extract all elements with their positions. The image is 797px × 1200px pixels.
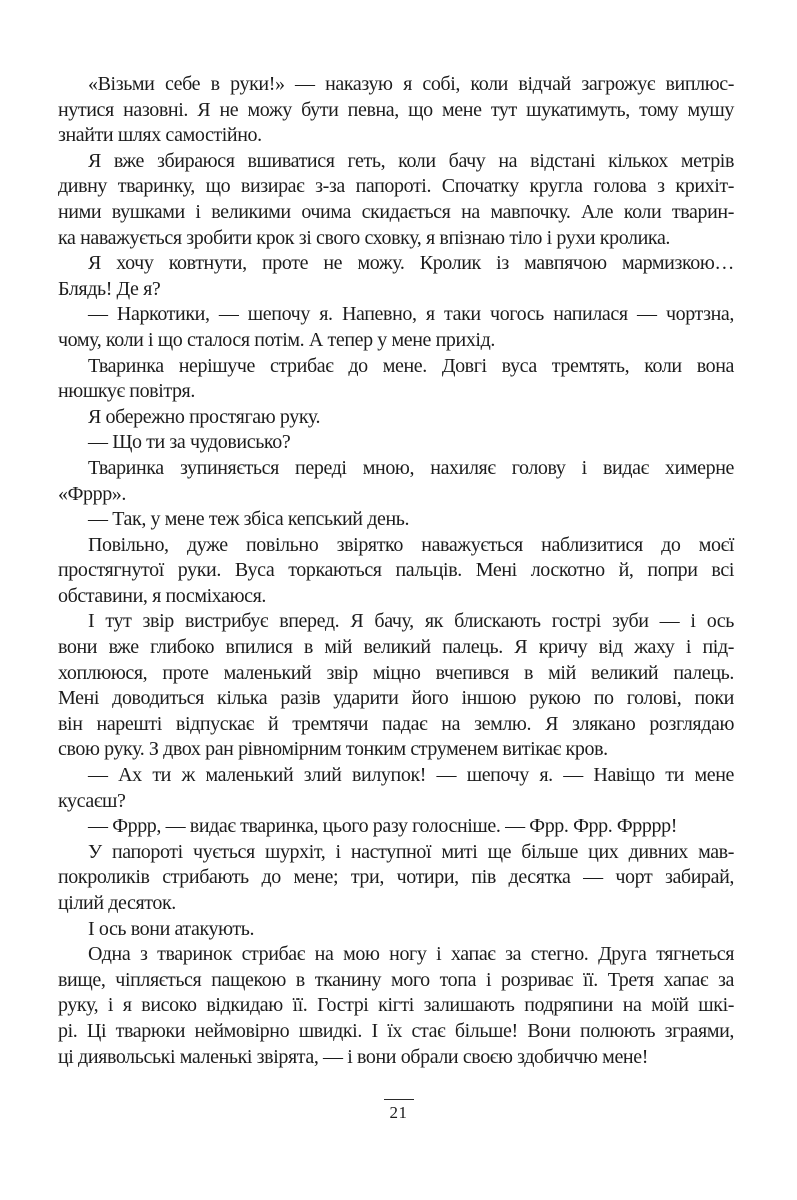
- text-line: І тут звір вистрибує вперед. Я бачу, як блискають гострі зуби — і ось: [88, 610, 734, 633]
- text-line: цілий десяток.: [58, 892, 176, 914]
- text-line: рі. Ці тварюки неймовірно швидкі. І їх стає більше! Вони полюють зграями,: [58, 1019, 734, 1042]
- text-line: — Що ти за чудовисько?: [88, 431, 291, 454]
- text-line: обставини, я посміхаюся.: [58, 584, 266, 607]
- text-line: він нарешті відпускає й тремтячи падає на землю. Я злякано розглядаю: [58, 712, 734, 735]
- text-line: У папороті чується шурхіт, і наступної миті ще більше цих дивних мав-: [88, 840, 734, 863]
- text-block: [58, 72, 734, 1070]
- page-footer: [0, 1099, 797, 1123]
- text-line: знайти шлях самостійно.: [58, 124, 262, 147]
- text-line: — Наркотики, — шепочу я. Напевно, я таки чогось напилася — чортзна,: [88, 303, 734, 326]
- text-line: ка наважується зробити крок зі свого сховку, я впізнаю тіло і рухи кролика.: [58, 226, 671, 249]
- text-line: — Так, у мене теж збіса кепський день.: [88, 508, 410, 531]
- text-line: «Візьми себе в руки!» — наказую я собі, коли відчай загрожує виплюс-: [88, 73, 734, 95]
- text-line: Блядь! Де я?: [58, 277, 161, 300]
- text-line: І ось вони атакують.: [88, 917, 255, 940]
- text-line: Я обережно простягаю руку.: [88, 405, 321, 428]
- text-line: нюшкує повітря.: [58, 380, 195, 403]
- text-line: — Фррр, — видає тваринка, цього разу голосніше. — Фрр. Фрр. Фрррр!: [88, 815, 677, 838]
- text-line: руку, і я високо відкидаю її. Гострі кігті залишають подряпини на моїй шкі-: [58, 994, 734, 1017]
- text-line: Тваринка зупиняється переді мною, нахиляє голову і видає химерне: [88, 456, 734, 479]
- text-line: свою руку. З двох ран рівномірним тонким струменем витікає кров.: [58, 738, 608, 761]
- text-line: «Фррр».: [58, 482, 127, 505]
- text-line: чому, коли і що сталося потім. А тепер у мене прихід.: [58, 328, 495, 351]
- page-number: 21: [389, 1103, 408, 1122]
- text-line: ними вушками і великими очима скидається на мавпочку. Але коли тварин-: [58, 200, 734, 223]
- text-line: Я вже збираюся вшиватися геть, коли бачу на відстані кількох метрів: [88, 149, 734, 172]
- text-line: Тваринка нерішуче стрибає до мене. Довгі вуса тремтять, коли вона: [88, 354, 734, 377]
- text-line: вище, чіпляється пащекою в тканину мого топа і розриває її. Третя хапає за: [58, 968, 734, 991]
- text-line: покроликів стрибають до мене; три, чотири, пів десятка — чорт забирай,: [58, 866, 734, 889]
- footer-rule: [384, 1099, 414, 1100]
- text-line: вони вже глибоко впилися в мій великий палець. Я кричу від жаху і під-: [58, 636, 734, 659]
- text-line: нутися назовні. Я не можу бути певна, що мене тут шукатимуть, тому мушу: [58, 98, 734, 121]
- text-line: кусаєш?: [58, 789, 126, 812]
- text-line: ці диявольські маленькі звірята, — і вони обрали своєю здобиччю мене!: [58, 1045, 648, 1068]
- text-line: Повільно, дуже повільно звірятко наважується наблизитися до моєї: [88, 533, 734, 556]
- text-line: простягнутої руки. Вуса торкаються пальців. Мені лоскотно й, попри всі: [58, 559, 734, 582]
- text-line: Я хочу ковтнути, проте не можу. Кролик із мавпячою мармизкою…: [88, 252, 734, 275]
- text-line: — Ах ти ж маленький злий вилупок! — шепочу я. — Навіщо ти мене: [88, 764, 734, 787]
- text-line: хоплююся, проте маленький звір міцно вчепився в мій великий палець.: [58, 661, 734, 684]
- text-line: Мені доводиться кілька разів ударити його іншою рукою по голові, поки: [58, 687, 734, 710]
- text-line: дивну тваринку, що визирає з-за папороті. Спочатку кругла голова з крихіт-: [58, 175, 734, 198]
- text-line: Одна з тваринок стрибає на мою ногу і хапає за стегно. Друга тягнеться: [88, 943, 734, 966]
